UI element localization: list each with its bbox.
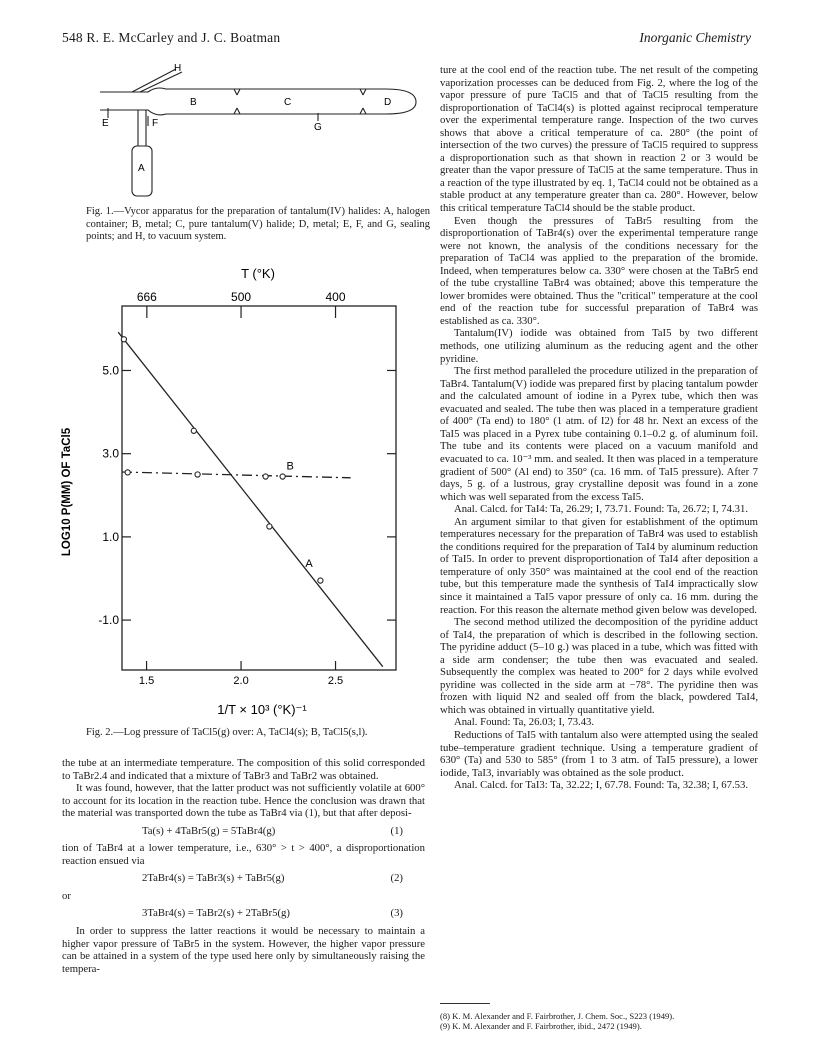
y-tick-label: 1.0 <box>102 529 119 544</box>
figure-1-caption: Fig. 1.—Vycor apparatus for the preparation of tantalum(IV) halides: A, halogen container; B, metal; C, pure tantalum(V) halide; D, metal; E, F, and G, sealing points; and H, to vacuum system. <box>86 206 430 243</box>
paragraph: the tube at an intermediate temperature. The composition of this solid corresponded to TaBr2.4 and indicated that a mixture of TaBr3 and TaBr2 was obtained. <box>62 757 425 782</box>
series-line-a <box>118 332 383 666</box>
running-header: 548 R. E. McCarley and J. C. Boatman <box>62 30 281 45</box>
paragraph: ture at the cool end of the reaction tube. The net result of the competing vaporization processes can be deduced from Fig. 2, where the log of the vapor pressure of pure TaCl5 and that of TaCl5 resulting from the disproportionation of TaCl4(s) is plotted against reciprocal temperature over the experimental temperature range. Inspection of the two curves shows that above a critical temperature of ca. 280° (the point of intersection of the two curves) the pressure of TaCl5 required to suppress a disproportionation such as that shown in reaction 2 or 3 would be greater than the vapor pressure of TaCl5 at the same temperature. Thus in a reaction of the type illustrated by eq. 1, TaCl4 could not be obtained as a stable product at any temperature greater than ca. 280°. However, below this critical temperature TaCl4 should be the stable product. <box>440 64 758 215</box>
analysis-line: Anal. Found: Ta, 26.03; I, 73.43. <box>454 716 595 729</box>
fig1-label-b: B <box>190 97 197 108</box>
paragraph: An argument similar to that given for establishment of the optimum temperatures necessary for the preparation of TaBr4 was used to establish the conditions required for the preparation of TaI4 by aluminum reduction of TaI5. In order to prevent disproportionation of TaI4 after deposition a temperature of only 350° was maintained at the cool end of the reaction tube, but this temperature made the synthesis of TaI4 impractically slow since it maintained a TaI5 vapor pressure of only ca. 16 mm. during the reaction. For this reason the alternate method given below was developed. <box>440 515 758 616</box>
data-point-a <box>191 428 196 433</box>
fig1-label-h: H <box>174 63 182 74</box>
y-tick-label: 3.0 <box>102 446 119 461</box>
paragraph: The first method paralleled the procedure utilized in the preparation of TaBr4. Tantalum(V) iodide was prepared first by placing tantalum powder and the calculated amount of iodine in a Pyrex tube, which then was evacuated and sealed. The tube then was placed in a temperature gradient of 400° (Ta end) to 180° (1 atm. of I2) for 48 hr. Next an excess of the TaI5 was placed in a Pyrex tube containing 0.1–0.2 g. of aluminum foil. The tube and its contents were placed on a vacuum manifold and evacuated to ca. 10⁻³ mm. and sealed. It then was placed in a temperature gradient of 500° (Al end) to 350° (ca. 16 mm. of TaI5 pressure). After 7 days, 5 g. of a lustrous, gray crystalline deposit was found in a zone which was well separated from the excess TaI5. <box>440 365 758 503</box>
data-point-b <box>195 472 200 477</box>
series-label-a: A <box>305 557 313 570</box>
equation-3: 3TaBr4(s) = TaBr2(s) + 2TaBr5(g) (3) <box>142 907 403 920</box>
top-axis-label: T (°K) <box>241 266 275 281</box>
apparatus-stem <box>138 110 146 146</box>
x-tick-label: 1.5 <box>138 675 155 687</box>
apparatus-main-tube <box>100 88 416 115</box>
fig1-label-g: G <box>314 122 322 133</box>
data-point-b <box>263 474 268 479</box>
top-tick-label: 666 <box>136 290 157 304</box>
analysis-line: Anal. Calcd. for TaI3: Ta, 32.22; I, 67.78. Found: Ta, 32.38; I, 67.53. <box>454 779 749 792</box>
right-column-text <box>440 64 758 792</box>
fig1-label-c: C <box>284 97 292 108</box>
footnote-rule <box>440 1003 490 1004</box>
or-word: or <box>62 889 71 902</box>
series-label-b: B <box>286 460 294 473</box>
paragraph: It was found, however, that the latter product was not sufficiently volatile at 600° to account for its location in the reaction tube. Hence the conclusion was drawn that the material was transported down the tube as TaBr4 via (1), but that after deposi- <box>62 782 425 820</box>
left-column-text <box>62 757 425 975</box>
paragraph: tion of TaBr4 at a lower temperature, i.e., 630° > t > 400°, a disproportionation reaction ensued via <box>62 842 425 867</box>
paragraph: Reductions of TaI5 with tantalum also were attempted using the sealed tube–temperature gradient technique. Using a temperature gradient of 630° (Ta) and 530 to 585° (from 1 to 3 atm. of TaI5 pressure), a lower iodide, TaI3, invariably was obtained as the sole product. <box>440 728 758 779</box>
data-point-a <box>267 524 272 529</box>
figure-1-apparatus <box>86 58 426 200</box>
paragraph: Tantalum(IV) iodide was obtained from TaI5 by two different methods, one utilizing aluminum as the reducing agent and the other pyridine. <box>440 327 758 365</box>
data-point-a <box>318 578 323 583</box>
fig1-label-e: E <box>102 118 109 129</box>
y-tick-label: 5.0 <box>102 363 119 378</box>
journal-name: Inorganic Chemistry <box>639 30 751 45</box>
paragraph: The second method utilized the decomposition of the pyridine adduct of TaI4, the preparation of which is described in the following section. The pyridine adduct (5–10 g.) was placed in a tube, which was fitted with a side arm condenser; the tube then was evacuated and sealed. Subsequently the complex was heated to 200° for 2 days while evolved pyridine was collected in the side arm at −78°. The pyridine then was frozen with liquid N2 and sealed off from the black, powdered TaI4, which was obtained in virtually quantitative yield. <box>440 616 758 716</box>
footnote-9: (9) K. M. Alexander and F. Fairbrother, ibid., 2472 (1949). <box>440 1021 642 1032</box>
fig1-label-f: F <box>152 118 159 129</box>
fig1-label-d: D <box>384 97 392 108</box>
equation-2: 2TaBr4(s) = TaBr3(s) + TaBr5(g) (2) <box>142 872 403 885</box>
paragraph: Even though the pressures of TaBr5 resulting from the disproportionation of TaBr4(s) over the experimental temperature range were not known, the analysis of the conditions necessary for the preparation of TaCl4 was applied to the preparation of the bromide. Indeed, when temperatures below ca. 330° were chosen at the TaBr5 end of the tube crystalline TaBr4 was obtained; above this temperature the lower bromides were obtained. Thus the "critical" temperature at the cool end of the reaction tube for successful preparation of TaBr4 was established as ca. 330°. <box>440 214 758 327</box>
figure-2-chart <box>40 262 440 724</box>
paragraph: In order to suppress the latter reactions it would be necessary to maintain a higher vapor pressure of TaBr5 in the system. However, the higher vapor pressure can be attained in a system of the type used here only by simultaneously raising the tempera- <box>62 925 425 975</box>
data-point-a <box>121 337 126 342</box>
equation-1: Ta(s) + 4TaBr5(g) = 5TaBr4(g) (1) <box>142 824 403 837</box>
footnotes <box>440 1011 758 1032</box>
figure-2-caption: Fig. 2.—Log pressure of TaCl5(g) over: A, TaCl4(s); B, TaCl5(s,l). <box>86 727 368 738</box>
top-tick-label: 400 <box>325 290 346 304</box>
plot-frame <box>122 306 396 670</box>
x-axis-label: 1/T × 10³ (°K)⁻¹ <box>217 702 307 717</box>
y-axis-label: LOG10 P(MM) OF TaCl5 <box>61 427 73 557</box>
top-tick-label: 500 <box>231 290 252 304</box>
analysis-line: Anal. Calcd. for TaI4: Ta, 26.29; I, 73.71. Found: Ta, 26.72; I, 74.31. <box>454 503 749 516</box>
y-tick-label: -1.0 <box>98 613 119 628</box>
series-line-b <box>122 472 351 478</box>
x-tick-label: 2.5 <box>327 675 344 687</box>
footnote-8: (8) K. M. Alexander and F. Fairbrother, J. Chem. Soc., S223 (1949). <box>440 1011 675 1021</box>
fig1-label-a: A <box>138 163 145 174</box>
data-point-b <box>125 470 130 475</box>
data-point-b <box>280 474 285 479</box>
x-tick-label: 2.0 <box>233 675 249 687</box>
